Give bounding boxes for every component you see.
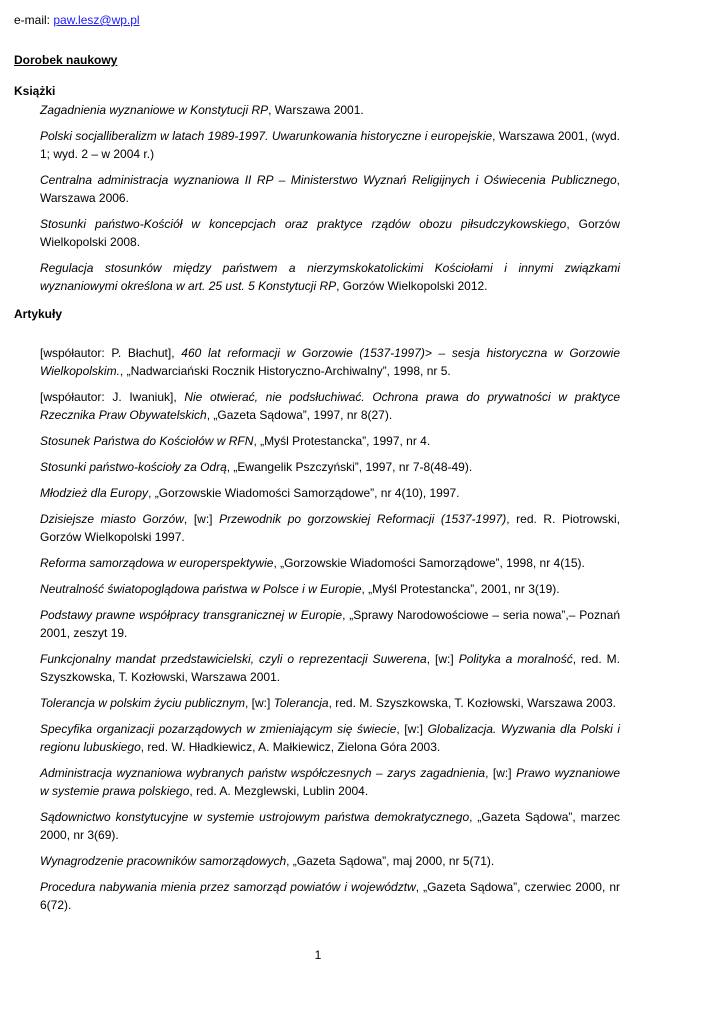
article-entry	[40, 580, 620, 598]
entry-title: Procedura nabywania mienia przez samorząd powiatów i województw	[40, 880, 416, 894]
entry-title: Funkcjonalny mandat przedstawicielski, czyli o reprezentacji Suwerena	[40, 652, 427, 666]
article-entry	[40, 808, 620, 844]
entry-title: 460 lat reformacji w Gorzowie (1537-1997)> – sesja historyczna w Gorzowie Wielkopolskim.	[40, 346, 620, 378]
entry-title: Neutralność światopoglądowa państwa w Polsce i w Europie	[40, 582, 362, 596]
entry-details: , red. M. Szyszkowska, T. Kozłowski, Warszawa 2001.	[40, 652, 621, 684]
entry-title: Dzisiejsze miasto Gorzów	[40, 512, 184, 526]
entry-title: Zagadnienia wyznaniowe w Konstytucji RP	[40, 103, 269, 117]
entry-details: , Warszawa 2006.	[40, 173, 620, 205]
entry-title: Młodzież dla Europy	[40, 486, 149, 500]
entry-title: Specyfika organizacji pozarządowych w zmieniającym się świecie	[40, 722, 397, 736]
entry-details: , „Sprawy Narodowościowe – seria nowa”,– Poznań 2001, zeszyt 19.	[40, 608, 620, 640]
entry-title: Administracja wyznaniowa wybranych państw współczesnych – zarys zagadnienia	[40, 766, 486, 780]
books-list	[40, 101, 620, 303]
entry-details: , [w:]	[396, 722, 428, 736]
entry-details: , „Nadwarciański Rocznik Historyczno-Archiwalny”, 1998, nr 5.	[119, 364, 451, 378]
entry-details: , [w:]	[183, 512, 220, 526]
entry-details: , red. M. Szyszkowska, T. Kozłowski, Warszawa 2003.	[328, 696, 617, 710]
email-label: e-mail:	[14, 13, 51, 27]
article-entry	[40, 650, 620, 686]
entry-details: [współautor: P. Błachut],	[40, 346, 182, 360]
book-entry	[40, 127, 620, 163]
entry-details: , „Ewangelik Pszczyński”, 1997, nr 7-8(48-49).	[226, 460, 473, 474]
entry-details: , Warszawa 2001, (wyd. 1; wyd. 2 – w 2004 r.)	[40, 129, 620, 161]
entry-title: Stosunki państwo-kościoły za Odrą	[40, 460, 227, 474]
book-entry	[40, 171, 620, 207]
article-entry	[40, 720, 620, 756]
entry-title: Wynagrodzenie pracowników samorządowych	[40, 854, 287, 868]
entry-title: Tolerancja	[273, 696, 329, 710]
entry-details: , red. R. Piotrowski, Gorzów Wielkopolski 1997.	[40, 512, 621, 544]
section-heading-dorobek: Dorobek naukowy	[14, 53, 118, 67]
entry-title: Regulacja stosunków między państwem a nierzymskokatolickimi Kościołami i innymi związkami wyznaniowymi określona w art. 25 ust. 5 Konstytucji RP	[40, 261, 620, 293]
entry-details: , „Gazeta Sądowa”, 1997, nr 8(27).	[206, 408, 393, 422]
article-entry	[40, 510, 620, 546]
article-entry	[40, 554, 620, 572]
entry-title: Przewodnik po gorzowskiej Reformacji (1537-1997)	[219, 512, 507, 526]
entry-title: Prawo wyznaniowe w systemie prawa polskiego	[40, 766, 621, 798]
article-entry	[40, 878, 620, 914]
book-entry	[40, 259, 620, 295]
email-line	[14, 13, 140, 27]
article-entry	[40, 388, 620, 424]
entry-title: Centralna administracja wyznaniowa II RP – Ministerstwo Wyznań Religijnych i Oświecenia Publicznego	[40, 173, 617, 187]
entry-details: [współautor: J. Iwaniuk],	[40, 390, 185, 404]
entry-title: Stosunki państwo-Kościół w koncepcjach oraz praktyce rządów obozu piłsudczykowskiego	[40, 217, 567, 231]
entry-details: , „Gazeta Sądowa”, czerwiec 2000, nr 6(72).	[40, 880, 620, 912]
entry-details: , „Myśl Protestancka”, 2001, nr 3(19).	[361, 582, 560, 596]
entry-details: , [w:]	[244, 696, 274, 710]
articles-list	[40, 344, 620, 922]
entry-details: , „Myśl Protestancka”, 1997, nr 4.	[253, 434, 431, 448]
entry-details: , „Gazeta Sądowa”, marzec 2000, nr 3(69).	[40, 810, 621, 842]
article-entry	[40, 606, 620, 642]
entry-title: Globalizacja. Wyzwania dla Polski i regionu lubuskiego	[40, 722, 621, 754]
section-heading-ksiazki: Książki	[14, 84, 56, 98]
entry-details: , „Gorzowskie Wiadomości Samorządowe”, nr 4(10), 1997.	[148, 486, 460, 500]
book-entry	[40, 101, 620, 119]
entry-title: Stosunek Państwa do Kościołów w RFN	[40, 434, 254, 448]
entry-details: , „Gorzowskie Wiadomości Samorządowe”, 1998, nr 4(15).	[273, 556, 585, 570]
entry-title: Polski socjalliberalizm w latach 1989-1997. Uwarunkowania historyczne i europejskie	[40, 129, 493, 143]
entry-details: , Gorzów Wielkopolski 2008.	[40, 217, 620, 249]
article-entry	[40, 852, 620, 870]
entry-title: Reforma samorządowa w europerspektywie	[40, 556, 274, 570]
entry-details: , Warszawa 2001.	[268, 103, 364, 117]
entry-title: Nie otwierać, nie podsłuchiwać. Ochrona prawa do prywatności w praktyce Rzecznika Praw Obywatelskich	[40, 390, 620, 422]
article-entry	[40, 432, 620, 450]
entry-details: , [w:]	[485, 766, 517, 780]
section-heading-artykuly: Artykuły	[14, 307, 63, 321]
article-entry	[40, 764, 620, 800]
entry-details: , [w:]	[426, 652, 459, 666]
book-entry	[40, 215, 620, 251]
entry-title: Polityka a moralność	[458, 652, 573, 666]
entry-details: , „Gazeta Sądowa”, maj 2000, nr 5(71).	[286, 854, 495, 868]
entry-title: Sądownictwo konstytucyjne w systemie ustrojowym państwa demokratycznego	[40, 810, 470, 824]
article-entry	[40, 344, 620, 380]
entry-details: , red. W. Hładkiewicz, A. Małkiewicz, Zielona Góra 2003.	[140, 740, 441, 754]
entry-details: , Gorzów Wielkopolski 2012.	[336, 279, 488, 293]
article-entry	[40, 458, 620, 476]
email-link[interactable]: paw.lesz@wp.pl	[53, 13, 140, 27]
article-entry	[40, 694, 620, 712]
entry-title: Tolerancja w polskim życiu publicznym	[40, 696, 245, 710]
page-number: 1	[314, 948, 322, 962]
entry-title: Podstawy prawne współpracy transgranicznej w Europie	[40, 608, 343, 622]
entry-details: , red. A. Mezglewski, Lublin 2004.	[189, 784, 369, 798]
article-entry	[40, 484, 620, 502]
